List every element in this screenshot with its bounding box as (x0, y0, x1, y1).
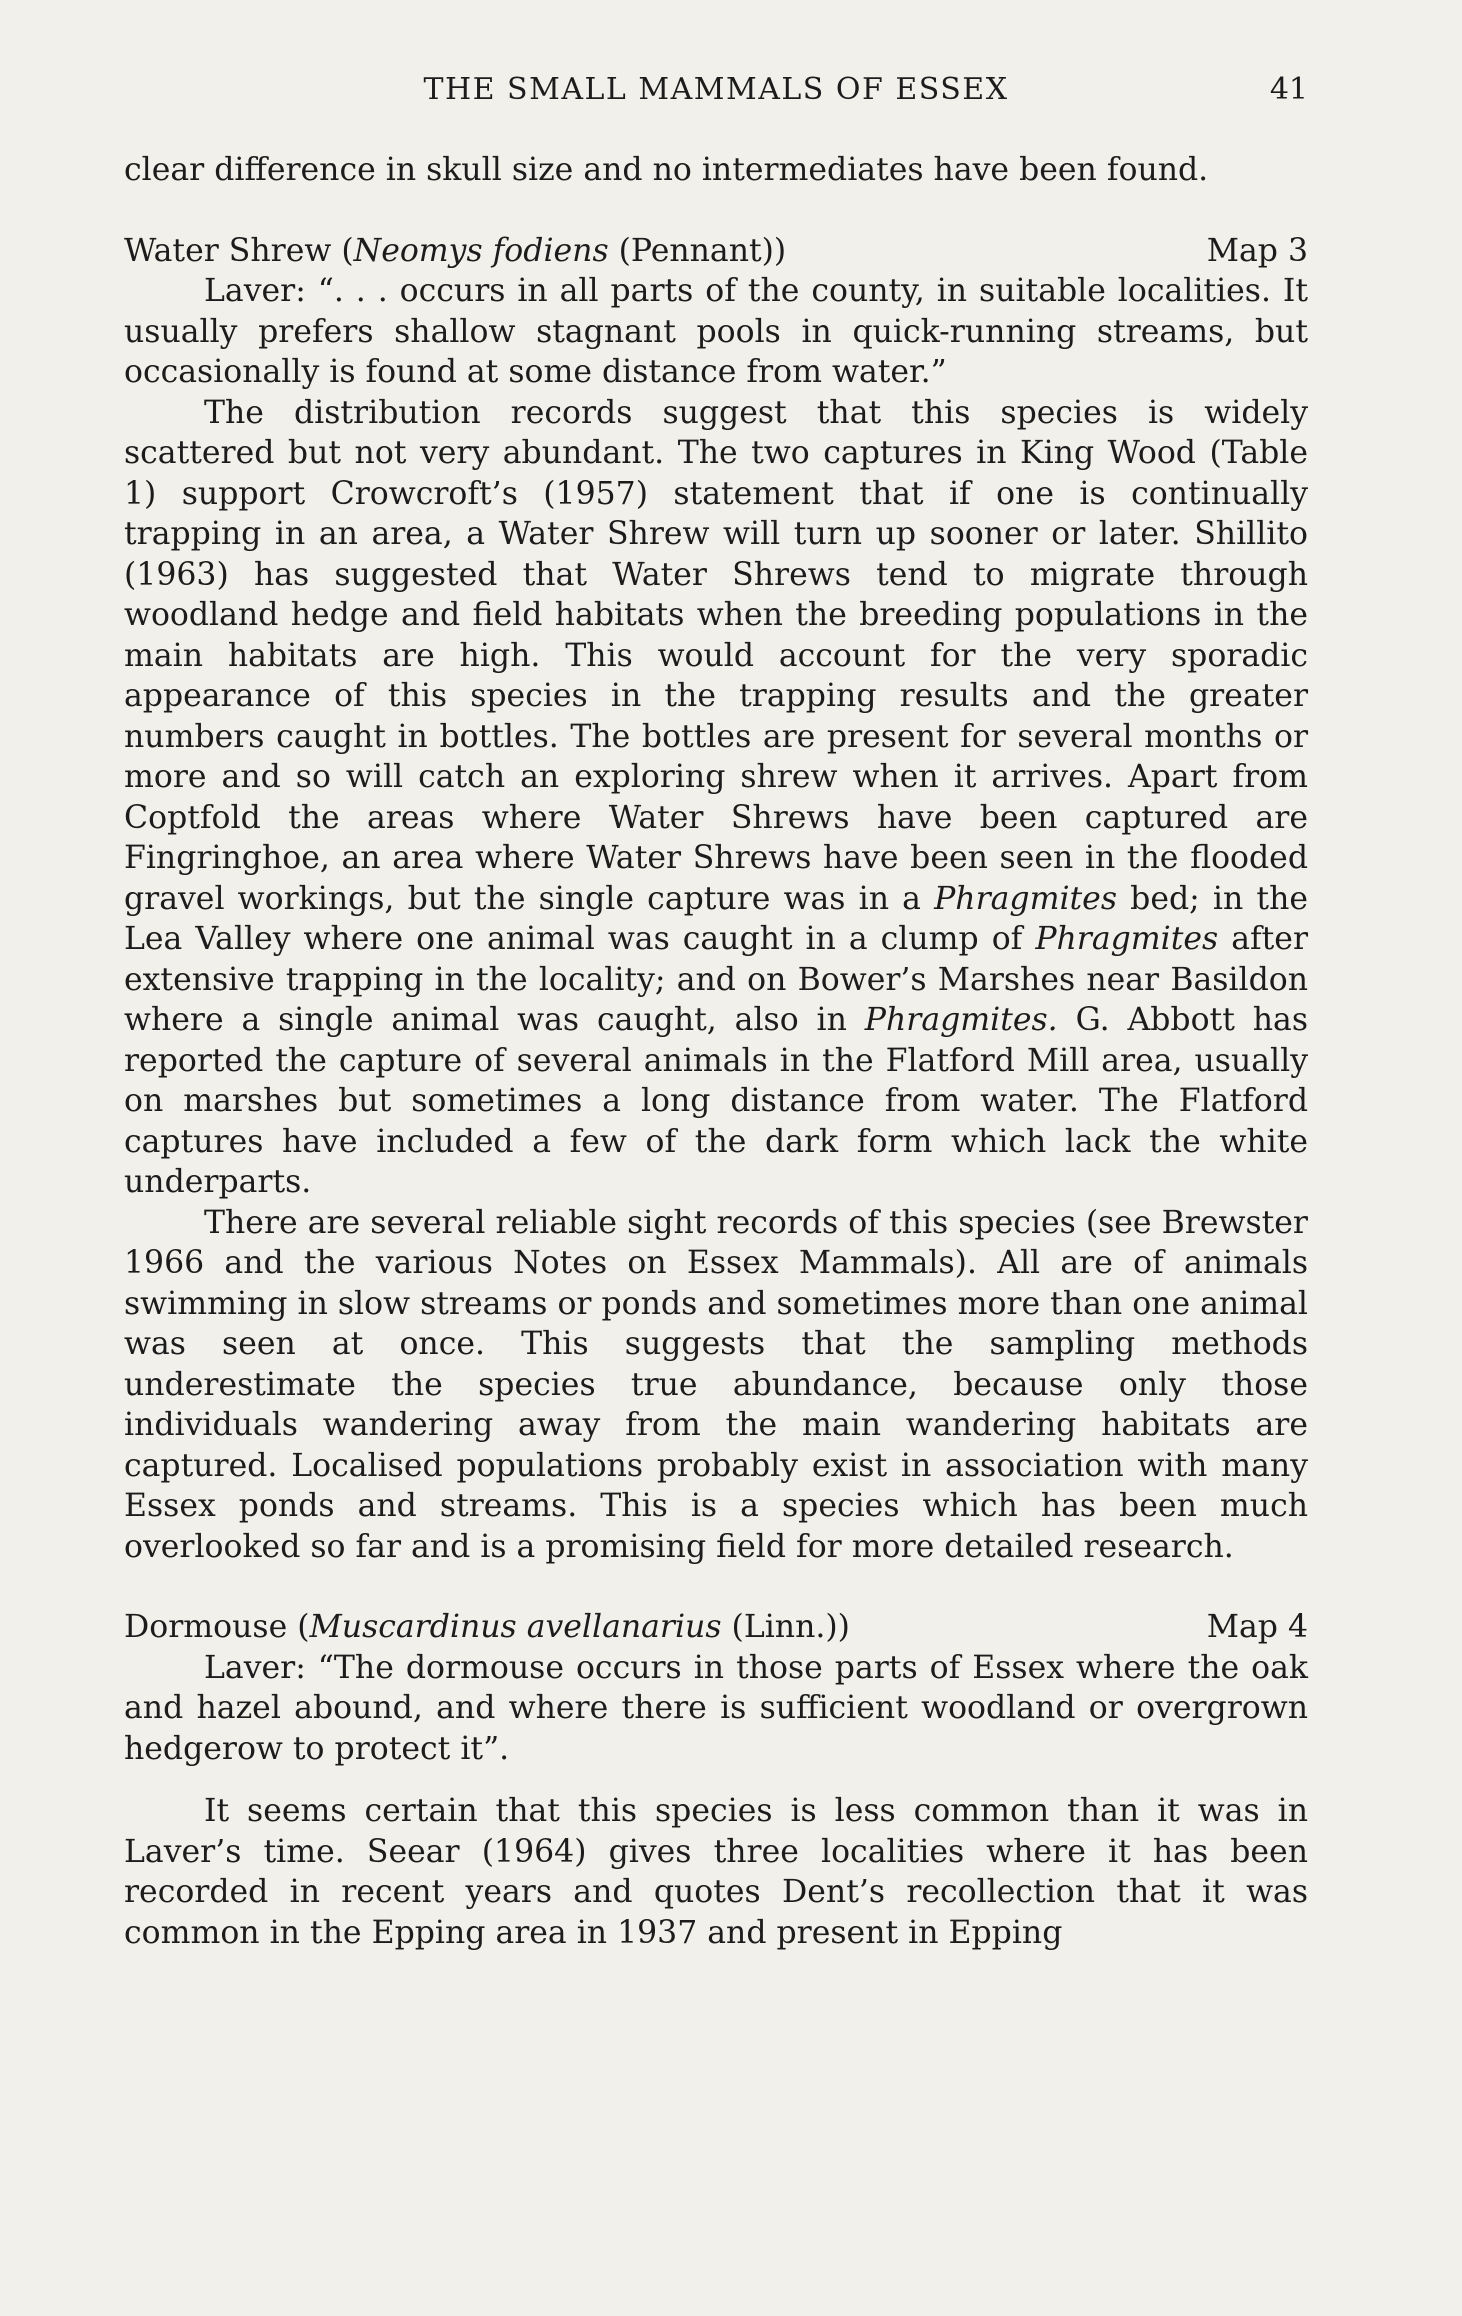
laver-quote-dormouse: Laver: “The dormouse occurs in those parts of Essex where the oak and hazel abound, and where there is sufficient woodland or overgrown hedgerow to protect it”. (124, 1649, 1308, 1767)
body-text (124, 150, 1308, 1953)
water-shrew-heading (124, 231, 1308, 272)
latin-name: Neomys fodiens (353, 232, 609, 269)
dormouse-heading (124, 1607, 1308, 1648)
running-header (124, 70, 1308, 110)
species-heading: Dormouse (Muscardinus avellanarius (Linn.)) (124, 1609, 850, 1645)
authority: (Pennant)) (608, 232, 787, 269)
species-heading: Water Shrew (Neomys fodiens (Pennant)) (124, 232, 787, 269)
water-shrew-paragraph-1: The distribution records suggest that this species is widely scattered but not very abundant. The two captures in King Wood (Table 1) support Crowcroft’s (1957) statement that if one is continually trapping in an area, a Water Shrew will turn up sooner or later. Shillito (1963) has suggested that Water Shrews tend to migrate through woodland hedge and field habitats when the breeding populations in the main habitats are high. This would account for the very sporadic appearance of this species in the trapping results and the greater numbers caught in bottles. The bottles are present for several months or more and so will catch an exploring shrew when it arrives. Apart from Coptfold the areas where Water Shrews have been captured are Fingringhoe, an area where Water Shrews have been seen in the flooded gravel workings, but the single capture was in a Phragmites bed; in the Lea Valley where one animal was caught in a clump of Phragmites after extensive trapping in the locality; and on Bower’s Marshes near Basildon where a single animal was caught, also in Phragmites. G. Abbott has reported the capture of several animals in the Flatford Mill area, usually on marshes but sometimes a long distance from water. The Flatford captures have included a few of the dark form which lack the white underparts. (124, 394, 1309, 1200)
latin-name: Muscardinus avellanarius (309, 1609, 722, 1645)
water-shrew-paragraph-2: There are several reliable sight records of this species (see Brewster 1966 and the various Notes on Essex Mammals). All are of animals swimming in slow streams or ponds and sometimes more than one animal was seen at once. This suggests that the sampling methods underestimate the species true abundance, because only those individuals wandering away from the main wandering habitats are captured. Localised populations probably exist in association with many Essex ponds and streams. This is a species which has been much overlooked so far and is a promising field for more detailed research. (124, 1204, 1308, 1565)
laver-quote-water-shrew: Laver: “. . . occurs in all parts of the county, in suitable localities. It usually prefers shallow stagnant pools in quick-running streams, but occasionally is found at some distance from water.” (124, 273, 1308, 390)
running-title: THE SMALL MAMMALS OF ESSEX (423, 72, 1009, 107)
dormouse-paragraph-1: It seems certain that this species is less common than it was in Laver’s time. Seear (1964) gives three localities where it has been recorded in recent years and quotes Dent’s recollection that it was common in the Epping area in 1937 and present in Epping (124, 1793, 1308, 1951)
map-reference: Map 3 (1206, 232, 1308, 269)
page-number: 41 (1269, 72, 1308, 107)
continuation-paragraph: clear difference in skull size and no intermediates have been found. (124, 152, 1209, 188)
authority: (Linn.)) (721, 1609, 850, 1645)
map-reference: Map 4 (1206, 1609, 1308, 1645)
common-name: Dormouse (124, 1609, 288, 1645)
common-name: Water Shrew (124, 232, 332, 269)
